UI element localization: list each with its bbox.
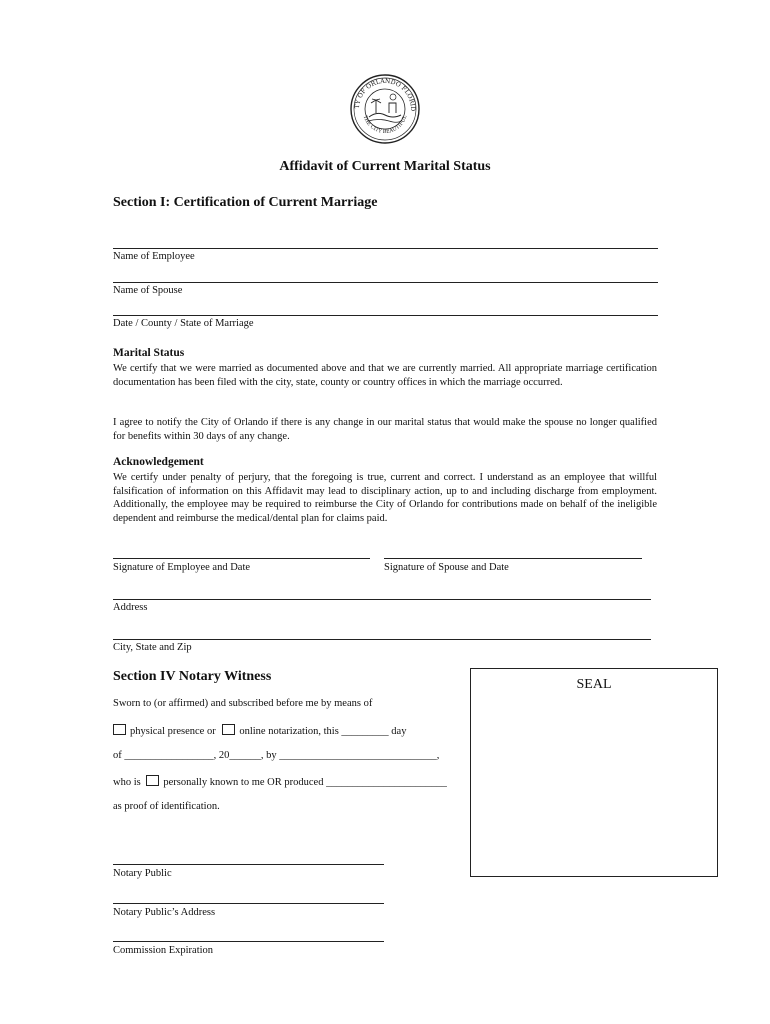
online-notarization-label: online notarization, this _________ day: [239, 726, 407, 737]
employee-signature-label: Signature of Employee and Date: [113, 562, 251, 573]
physical-presence-label: physical presence or: [130, 726, 216, 737]
commission-expiration-line[interactable]: [113, 941, 384, 942]
notarization-means-row: [113, 724, 406, 737]
proof-of-identification-text: as proof of identification.: [113, 801, 220, 812]
svg-text:THE CITY BEAUTIFUL: [362, 114, 409, 135]
marital-status-heading: Marital Status: [113, 347, 185, 359]
spouse-name-label: Name of Spouse: [113, 285, 183, 296]
notify-paragraph: I agree to notify the City of Orlando if there is any change in our marital status that would make the spouse no longer qualified for benefits within 30 days of any change.: [113, 417, 657, 442]
marital-status-paragraph: We certify that we were married as documented above and that we are currently married. All appropriate marriage certification documentation has been filed with the city, state, county or country offices in which the marriage occurred.: [113, 363, 657, 388]
page-title: Affidavit of Current Marital Status: [279, 159, 491, 174]
address-label: Address: [113, 602, 148, 613]
acknowledgement-heading: Acknowledgement: [113, 456, 204, 468]
city-seal-graphic: [349, 73, 421, 145]
notary-public-line[interactable]: [113, 864, 384, 865]
spouse-name-line[interactable]: [113, 282, 658, 283]
employee-name-line[interactable]: [113, 248, 658, 249]
seal-ring-top-text: TY OF ORLANDO FLORID: [353, 77, 417, 112]
seal-box: [470, 668, 718, 877]
commission-expiration-label: Commission Expiration: [113, 945, 214, 956]
spouse-signature-line[interactable]: [384, 558, 642, 559]
spouse-signature-label: Signature of Spouse and Date: [384, 562, 509, 573]
online-notarization-checkbox[interactable]: [222, 724, 235, 735]
city-state-zip-label: City, State and Zip: [113, 642, 192, 653]
employee-name-label: Name of Employee: [113, 251, 195, 262]
seal-ring-bottom-text: THE CITY BEAUTIFUL: [361, 114, 409, 136]
notary-public-label: Notary Public: [113, 868, 172, 879]
sworn-text: Sworn to (or affirmed) and subscribed before me by means of: [113, 698, 373, 709]
svg-text:CITY OF ORLANDO FLORIDA: [349, 73, 416, 111]
section1-heading: Section I: Certification of Current Marriage: [113, 195, 378, 210]
acknowledgement-paragraph: We certify under penalty of perjury, that the foregoing is true, current and correct. I understand as an employee that willful falsification of information on this Affidavit may lead to disciplinary action, up to and including discharge from employment. Additionally, the employee may be required to reimburse the City of Orlando for contributions made on behalf of the ineligible dependent and reimburse the medical/dental plan for claims paid.: [113, 472, 657, 524]
marriage-date-label: Date / County / State of Marriage: [113, 318, 254, 329]
personally-known-label: personally known to me OR produced _______________________: [163, 777, 447, 788]
personally-known-checkbox[interactable]: [146, 775, 159, 786]
seal-label: SEAL: [576, 677, 612, 692]
address-line[interactable]: [113, 599, 651, 600]
date-by-row: of _________________, 20______, by ______________________________,: [113, 750, 440, 761]
notary-address-line[interactable]: [113, 903, 384, 904]
physical-presence-checkbox[interactable]: [113, 724, 126, 735]
city-seal: [349, 73, 421, 145]
who-is-label: who is: [113, 777, 141, 788]
notary-heading: Section IV Notary Witness: [113, 669, 272, 684]
marriage-date-line[interactable]: [113, 315, 658, 316]
notary-address-label: Notary Public’s Address: [113, 907, 216, 918]
city-state-zip-line[interactable]: [113, 639, 651, 640]
employee-signature-line[interactable]: [113, 558, 370, 559]
identification-row: [113, 775, 447, 788]
